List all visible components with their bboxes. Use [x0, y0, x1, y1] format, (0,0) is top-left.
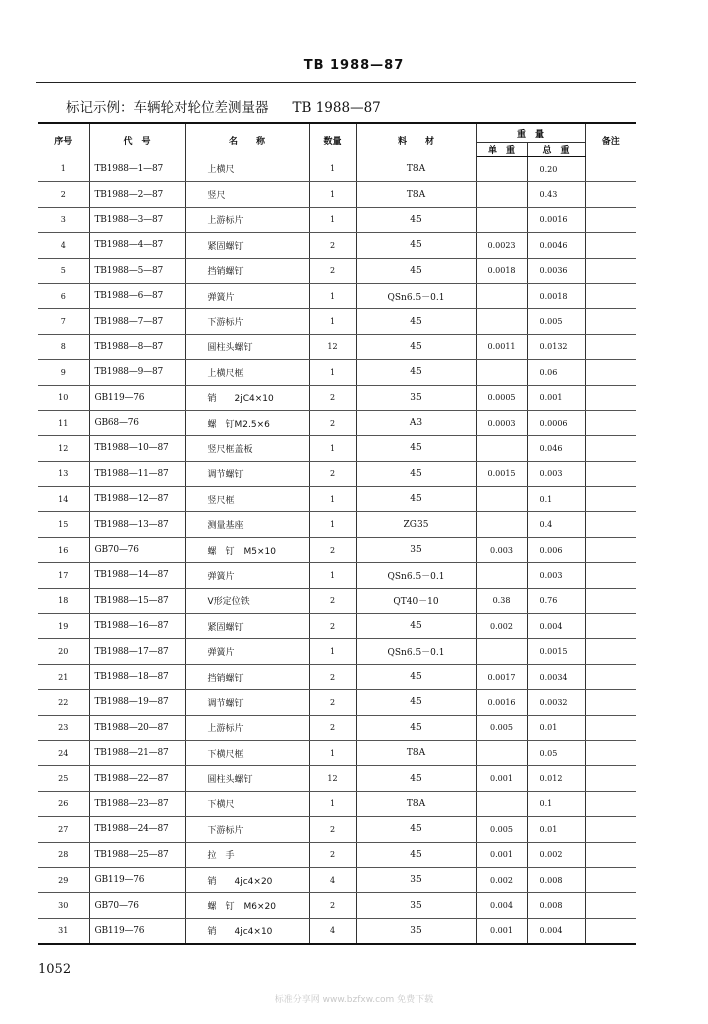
row-total-weight: 0.0015: [527, 639, 585, 664]
row-qty: 2: [309, 588, 356, 613]
row-material: A3: [356, 410, 476, 435]
row-unit-weight: 0.004: [476, 893, 527, 918]
row-material: QSn6.5－0.1: [356, 283, 476, 308]
row-qty: 1: [309, 283, 356, 308]
row-seq: 18: [38, 588, 89, 613]
row-code: TB1988—10—87: [89, 436, 185, 461]
row-name: 弹簧片: [185, 283, 309, 308]
row-code: TB1988—18—87: [89, 664, 185, 689]
parts-table-body: [38, 157, 636, 945]
watermark-footer: 标准分享网 www.bzfxw.com 免费下载: [274, 995, 434, 1005]
marking-example-code: TB 1988—87: [292, 100, 381, 116]
row-seq: 9: [38, 360, 89, 385]
col-header-weight: 重 量: [476, 123, 585, 143]
row-unit-weight: 0.001: [476, 918, 527, 944]
row-name: 螺 钉 M6×20: [185, 893, 309, 918]
table-row: [38, 740, 636, 765]
row-remark: [585, 487, 636, 512]
row-total-weight: 0.012: [527, 766, 585, 791]
row-seq: 7: [38, 309, 89, 334]
row-material: 45: [356, 690, 476, 715]
row-seq: 29: [38, 867, 89, 892]
row-material: 45: [356, 487, 476, 512]
row-qty: 1: [309, 740, 356, 765]
row-total-weight: 0.43: [527, 182, 585, 207]
row-name: 上横尺框: [185, 360, 309, 385]
row-seq: 13: [38, 461, 89, 486]
row-code: GB119—76: [89, 385, 185, 410]
row-name: 调节螺钉: [185, 461, 309, 486]
row-unit-weight: 0.002: [476, 614, 527, 639]
table-row: [38, 385, 636, 410]
row-total-weight: 0.005: [527, 309, 585, 334]
row-unit-weight: 0.0017: [476, 664, 527, 689]
row-remark: [585, 588, 636, 613]
table-row: [38, 283, 636, 308]
row-code: TB1988—17—87: [89, 639, 185, 664]
row-qty: 2: [309, 233, 356, 258]
row-material: QT40－10: [356, 588, 476, 613]
row-material: 45: [356, 360, 476, 385]
row-remark: [585, 258, 636, 283]
row-qty: 1: [309, 360, 356, 385]
row-remark: [585, 537, 636, 562]
table-row: [38, 461, 636, 486]
row-name: 竖尺: [185, 182, 309, 207]
row-qty: 2: [309, 385, 356, 410]
table-row: [38, 436, 636, 461]
row-qty: 1: [309, 639, 356, 664]
table-row: [38, 563, 636, 588]
row-name: 紧固螺钉: [185, 614, 309, 639]
row-material: 45: [356, 233, 476, 258]
col-header-unit-weight: 单 重: [476, 143, 527, 157]
document-header: TB 1988—87: [303, 58, 405, 73]
row-total-weight: 0.1: [527, 791, 585, 816]
row-qty: 1: [309, 487, 356, 512]
row-qty: 1: [309, 512, 356, 537]
row-name: 测量基座: [185, 512, 309, 537]
row-remark: [585, 233, 636, 258]
row-remark: [585, 360, 636, 385]
row-material: 45: [356, 207, 476, 232]
col-header-total-weight: 总 重: [527, 143, 585, 157]
row-code: TB1988—13—87: [89, 512, 185, 537]
row-seq: 11: [38, 410, 89, 435]
row-code: TB1988—14—87: [89, 563, 185, 588]
row-remark: [585, 842, 636, 867]
row-code: TB1988—15—87: [89, 588, 185, 613]
row-remark: [585, 614, 636, 639]
row-total-weight: 0.0016: [527, 207, 585, 232]
row-code: TB1988—2—87: [89, 182, 185, 207]
row-code: TB1988—21—87: [89, 740, 185, 765]
row-total-weight: 0.002: [527, 842, 585, 867]
row-seq: 22: [38, 690, 89, 715]
row-seq: 24: [38, 740, 89, 765]
table-row: [38, 157, 636, 182]
row-qty: 1: [309, 157, 356, 182]
row-code: GB68—76: [89, 410, 185, 435]
row-qty: 1: [309, 563, 356, 588]
row-name: 挡销螺钉: [185, 664, 309, 689]
page-number: 1052: [38, 962, 72, 977]
table-row: [38, 487, 636, 512]
row-remark: [585, 817, 636, 842]
row-total-weight: 0.008: [527, 893, 585, 918]
row-remark: [585, 690, 636, 715]
col-header-name: 名 称: [185, 123, 309, 157]
row-remark: [585, 410, 636, 435]
row-unit-weight: [476, 791, 527, 816]
table-row: [38, 182, 636, 207]
row-seq: 6: [38, 283, 89, 308]
row-code: TB1988—7—87: [89, 309, 185, 334]
row-total-weight: 0.008: [527, 867, 585, 892]
row-unit-weight: [476, 487, 527, 512]
row-remark: [585, 918, 636, 944]
row-name: 弹簧片: [185, 639, 309, 664]
col-header-code: 代 号: [89, 123, 185, 157]
row-qty: 2: [309, 461, 356, 486]
row-total-weight: 0.4: [527, 512, 585, 537]
row-seq: 14: [38, 487, 89, 512]
row-unit-weight: 0.002: [476, 867, 527, 892]
table-row: [38, 918, 636, 944]
table-row: [38, 817, 636, 842]
row-seq: 17: [38, 563, 89, 588]
table-row: [38, 664, 636, 689]
row-unit-weight: 0.001: [476, 842, 527, 867]
row-unit-weight: 0.0015: [476, 461, 527, 486]
row-qty: 2: [309, 258, 356, 283]
row-material: T8A: [356, 157, 476, 182]
row-seq: 23: [38, 715, 89, 740]
row-qty: 2: [309, 715, 356, 740]
row-remark: [585, 664, 636, 689]
row-material: 45: [356, 436, 476, 461]
row-material: 35: [356, 918, 476, 944]
row-unit-weight: 0.005: [476, 715, 527, 740]
row-remark: [585, 309, 636, 334]
row-qty: 2: [309, 893, 356, 918]
row-qty: 4: [309, 918, 356, 944]
row-unit-weight: [476, 740, 527, 765]
col-header-material: 料 材: [356, 123, 476, 157]
marking-example-label: 标记示例：车辆轮对轮位差测量器: [66, 100, 269, 116]
row-seq: 25: [38, 766, 89, 791]
col-header-seq: 序号: [38, 123, 89, 157]
row-remark: [585, 157, 636, 182]
row-total-weight: 0.0036: [527, 258, 585, 283]
row-qty: 2: [309, 690, 356, 715]
row-qty: 1: [309, 309, 356, 334]
row-seq: 1: [38, 157, 89, 182]
row-code: GB119—76: [89, 918, 185, 944]
row-code: TB1988—24—87: [89, 817, 185, 842]
parts-table: [38, 122, 636, 945]
row-unit-weight: 0.0005: [476, 385, 527, 410]
table-row: [38, 207, 636, 232]
row-total-weight: 0.004: [527, 918, 585, 944]
row-material: 45: [356, 766, 476, 791]
row-unit-weight: 0.38: [476, 588, 527, 613]
row-total-weight: 0.0018: [527, 283, 585, 308]
row-material: 45: [356, 817, 476, 842]
row-total-weight: 0.0032: [527, 690, 585, 715]
row-name: 圆柱头螺钉: [185, 334, 309, 359]
row-name: 销 4jc4×20: [185, 867, 309, 892]
row-remark: [585, 867, 636, 892]
row-seq: 2: [38, 182, 89, 207]
row-seq: 8: [38, 334, 89, 359]
row-remark: [585, 436, 636, 461]
row-name: 紧固螺钉: [185, 233, 309, 258]
row-total-weight: 0.01: [527, 817, 585, 842]
row-name: 挡销螺钉: [185, 258, 309, 283]
row-total-weight: 0.046: [527, 436, 585, 461]
row-unit-weight: 0.001: [476, 766, 527, 791]
row-code: TB1988—25—87: [89, 842, 185, 867]
row-qty: 2: [309, 537, 356, 562]
row-seq: 28: [38, 842, 89, 867]
row-total-weight: 0.01: [527, 715, 585, 740]
row-remark: [585, 182, 636, 207]
row-qty: 12: [309, 766, 356, 791]
row-total-weight: 0.003: [527, 461, 585, 486]
row-remark: [585, 893, 636, 918]
row-code: TB1988—4—87: [89, 233, 185, 258]
row-remark: [585, 740, 636, 765]
row-total-weight: 0.76: [527, 588, 585, 613]
row-name: 拉 手: [185, 842, 309, 867]
col-header-qty: 数量: [309, 123, 356, 157]
row-code: TB1988—22—87: [89, 766, 185, 791]
row-unit-weight: [476, 283, 527, 308]
row-total-weight: 0.0132: [527, 334, 585, 359]
row-remark: [585, 512, 636, 537]
row-name: V形定位铁: [185, 588, 309, 613]
table-row: [38, 791, 636, 816]
table-row: [38, 690, 636, 715]
row-qty: 2: [309, 817, 356, 842]
row-material: QSn6.5－0.1: [356, 639, 476, 664]
row-code: TB1988—6—87: [89, 283, 185, 308]
row-qty: 12: [309, 334, 356, 359]
row-name: 上游标片: [185, 715, 309, 740]
row-name: 竖尺框: [185, 487, 309, 512]
row-unit-weight: 0.0011: [476, 334, 527, 359]
row-material: 45: [356, 664, 476, 689]
row-seq: 12: [38, 436, 89, 461]
row-name: 竖尺框盖板: [185, 436, 309, 461]
row-qty: 1: [309, 791, 356, 816]
table-row: [38, 867, 636, 892]
table-row: [38, 309, 636, 334]
row-qty: 2: [309, 842, 356, 867]
col-header-remark: 备注: [585, 123, 636, 157]
row-remark: [585, 334, 636, 359]
row-unit-weight: [476, 436, 527, 461]
row-code: TB1988—9—87: [89, 360, 185, 385]
row-remark: [585, 766, 636, 791]
row-seq: 26: [38, 791, 89, 816]
row-unit-weight: 0.0003: [476, 410, 527, 435]
table-row: [38, 258, 636, 283]
row-total-weight: 0.003: [527, 563, 585, 588]
row-name: 销 4jc4×10: [185, 918, 309, 944]
row-total-weight: 0.001: [527, 385, 585, 410]
row-unit-weight: 0.0023: [476, 233, 527, 258]
row-material: T8A: [356, 182, 476, 207]
row-name: 下游标片: [185, 817, 309, 842]
row-material: 45: [356, 614, 476, 639]
row-code: GB119—76: [89, 867, 185, 892]
row-name: 圆柱头螺钉: [185, 766, 309, 791]
row-material: 45: [356, 461, 476, 486]
row-remark: [585, 563, 636, 588]
row-total-weight: 0.06: [527, 360, 585, 385]
row-qty: 2: [309, 410, 356, 435]
row-code: TB1988—23—87: [89, 791, 185, 816]
row-qty: 1: [309, 207, 356, 232]
row-code: GB70—76: [89, 893, 185, 918]
row-code: TB1988—20—87: [89, 715, 185, 740]
row-unit-weight: [476, 207, 527, 232]
row-material: ZG35: [356, 512, 476, 537]
row-material: 45: [356, 842, 476, 867]
row-total-weight: 0.05: [527, 740, 585, 765]
row-qty: 1: [309, 436, 356, 461]
row-seq: 3: [38, 207, 89, 232]
row-total-weight: 0.1: [527, 487, 585, 512]
row-name: 螺 钉M2.5×6: [185, 410, 309, 435]
row-material: QSn6.5－0.1: [356, 563, 476, 588]
table-row: [38, 233, 636, 258]
row-name: 调节螺钉: [185, 690, 309, 715]
row-seq: 15: [38, 512, 89, 537]
row-seq: 31: [38, 918, 89, 944]
row-code: TB1988—16—87: [89, 614, 185, 639]
row-remark: [585, 639, 636, 664]
row-qty: 4: [309, 867, 356, 892]
row-qty: 1: [309, 182, 356, 207]
table-row: [38, 766, 636, 791]
row-material: 35: [356, 537, 476, 562]
row-material: T8A: [356, 740, 476, 765]
row-material: 45: [356, 715, 476, 740]
header-rule: [36, 82, 636, 83]
row-code: TB1988—3—87: [89, 207, 185, 232]
row-name: 下游标片: [185, 309, 309, 334]
row-unit-weight: [476, 309, 527, 334]
table-row: [38, 715, 636, 740]
table-row: [38, 893, 636, 918]
table-row: [38, 334, 636, 359]
row-remark: [585, 283, 636, 308]
row-seq: 19: [38, 614, 89, 639]
row-material: 45: [356, 334, 476, 359]
row-code: TB1988—5—87: [89, 258, 185, 283]
row-material: 35: [356, 893, 476, 918]
row-seq: 27: [38, 817, 89, 842]
row-qty: 2: [309, 664, 356, 689]
marking-example: [66, 96, 381, 116]
row-remark: [585, 715, 636, 740]
row-name: 螺 钉 M5×10: [185, 537, 309, 562]
table-row: [38, 842, 636, 867]
row-seq: 16: [38, 537, 89, 562]
row-name: 上游标片: [185, 207, 309, 232]
row-code: TB1988—11—87: [89, 461, 185, 486]
row-unit-weight: [476, 639, 527, 664]
row-material: T8A: [356, 791, 476, 816]
row-name: 销 2jC4×10: [185, 385, 309, 410]
row-total-weight: 0.004: [527, 614, 585, 639]
row-code: TB1988—19—87: [89, 690, 185, 715]
row-remark: [585, 207, 636, 232]
row-unit-weight: 0.003: [476, 537, 527, 562]
row-name: 弹簧片: [185, 563, 309, 588]
row-total-weight: 0.006: [527, 537, 585, 562]
table-row: [38, 512, 636, 537]
row-unit-weight: [476, 182, 527, 207]
row-total-weight: 0.0006: [527, 410, 585, 435]
table-row: [38, 360, 636, 385]
row-material: 35: [356, 867, 476, 892]
row-total-weight: 0.20: [527, 157, 585, 182]
row-name: 上横尺: [185, 157, 309, 182]
row-unit-weight: [476, 157, 527, 182]
row-unit-weight: 0.0018: [476, 258, 527, 283]
row-total-weight: 0.0046: [527, 233, 585, 258]
row-remark: [585, 385, 636, 410]
row-material: 45: [356, 309, 476, 334]
row-code: TB1988—1—87: [89, 157, 185, 182]
table-row: [38, 614, 636, 639]
row-name: 下横尺: [185, 791, 309, 816]
row-remark: [585, 461, 636, 486]
row-seq: 20: [38, 639, 89, 664]
table-row: [38, 410, 636, 435]
row-unit-weight: 0.0016: [476, 690, 527, 715]
row-seq: 4: [38, 233, 89, 258]
row-qty: 2: [309, 614, 356, 639]
row-material: 45: [356, 258, 476, 283]
table-row: [38, 639, 636, 664]
row-seq: 5: [38, 258, 89, 283]
table-row: [38, 588, 636, 613]
row-code: TB1988—8—87: [89, 334, 185, 359]
row-unit-weight: 0.005: [476, 817, 527, 842]
row-seq: 30: [38, 893, 89, 918]
row-unit-weight: [476, 563, 527, 588]
row-unit-weight: [476, 512, 527, 537]
row-total-weight: 0.0034: [527, 664, 585, 689]
row-material: 35: [356, 385, 476, 410]
row-unit-weight: [476, 360, 527, 385]
row-code: TB1988—12—87: [89, 487, 185, 512]
row-code: GB70—76: [89, 537, 185, 562]
table-row: [38, 537, 636, 562]
row-remark: [585, 791, 636, 816]
row-seq: 10: [38, 385, 89, 410]
row-name: 下横尺框: [185, 740, 309, 765]
row-seq: 21: [38, 664, 89, 689]
